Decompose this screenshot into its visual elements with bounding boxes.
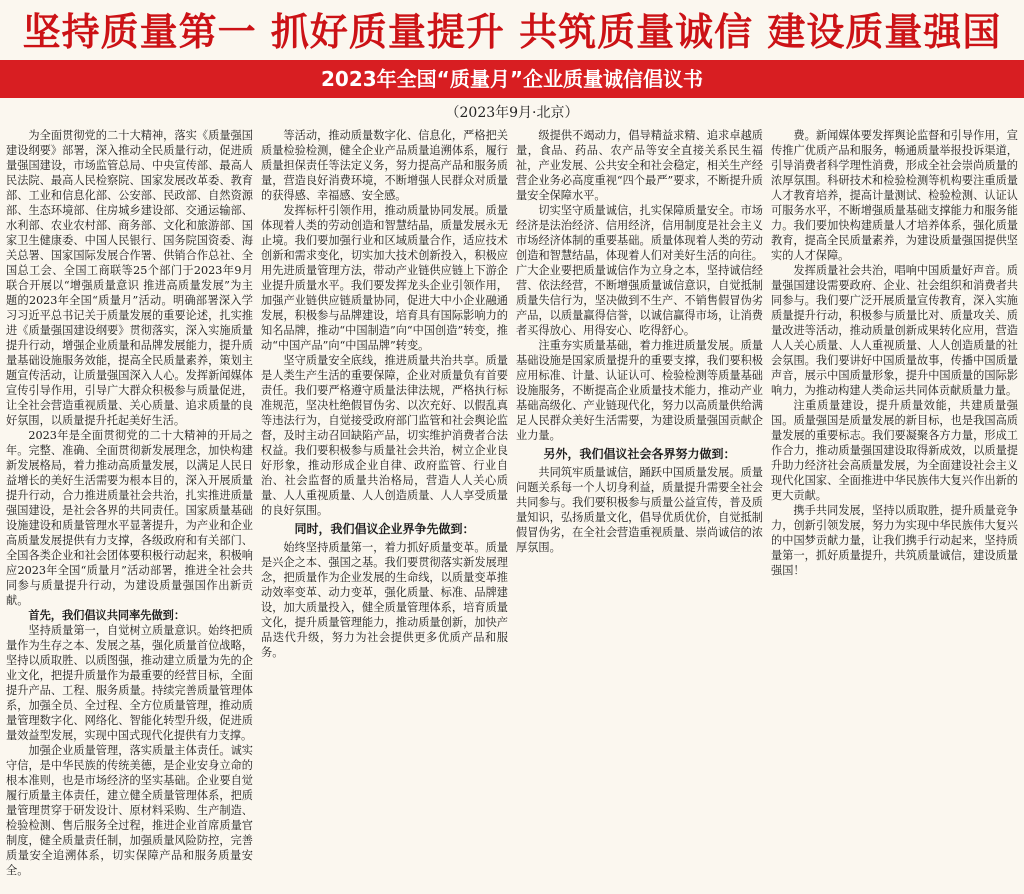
paragraph: 发挥标杆引领作用，推动质量协同发展。质量体现着人类的劳动创造和智慧结晶，质量发展永无止境。我们要加强行业和区域质量合作，适应技术创新和需求变化，切实加大技术创新投入，积极应用先进质量管理方法，带动产业链供应链上下游企业提升质量水平。我们要发挥龙头企业引领作用，加强产业链供应链质量协同，促进大中小企业融通发展，积极参与品牌建设，培育具有国际影响力的知名品牌，推动“中国制造”向“中国创造”转变，推动“中国产品”向“中国品牌”转变。 <box>261 204 508 352</box>
section-lead: 首先，我们倡议共同率先做到： <box>28 608 186 622</box>
section-heading: 另外，我们倡议社会各界努力做到： <box>543 447 736 461</box>
article-column-1 <box>6 128 253 888</box>
paragraph: 切实坚守质量诚信，扎实保障质量安全。市场经济是法治经济、信用经济，信用制度是社会主义市场经济体制的重要基础。质量体现着人类的劳动创造和智慧结晶，体现着人们对美好生活的向往。广大企业要把质量诚信作为立身之本，坚持诚信经营、依法经营，不断增强质量诚信意识，自觉抵制质量失信行为，坚决做到不生产、不销售假冒伪劣产品，以质量赢得信誉，以诚信赢得市场，让消费者买得放心、用得安心、吃得舒心。 <box>516 204 763 337</box>
paragraph: 等活动，推动质量数字化、信息化，严格把关质量检验检测，健全企业产品质量追溯体系，履行质量担保责任等法定义务，努力提高产品和服务质量，营造良好消费环境，不断增强人民群众对质量的获得感、幸福感、安全感。 <box>261 129 508 202</box>
paragraph: 携手共同发展，坚持以质取胜，提升质量竞争力，创新引领发展，努力为实现中华民族伟大复兴的中国梦贡献力量，让我们携手行动起来，坚持质量第一，抓好质量提升，共筑质量诚信，建设质量强国！ <box>771 504 1018 577</box>
article-column-2 <box>261 128 508 888</box>
article-column-3 <box>516 128 763 888</box>
paragraph: 坚持质量第一，自觉树立质量意识。始终把质量作为生存之本、发展之基，强化质量首位战略，坚持以质取胜、以质图强，推动建立质量为先的企业文化，把提升质量作为最重要的经营目标，全面提升产品、工程、服务质量。持续完善质量管理体系，加强全员、全过程、全方位质量管理，推动质量管理数字化、网络化、智能化转型升级，促进质量效益型发展，实现中国式现代化提供有力支撑。 <box>6 624 253 742</box>
dateline: （2023年9月·北京） <box>445 105 579 121</box>
paragraph: 注重质量建设，提升质量效能，共建质量强国。质量强国是质量发展的新目标，也是我国高质量发展的重要标志。我们要凝聚各方力量，形成工作合力，推动质量强国建设取得新成效，以质量提升助力经济社会高质量发展，为全面建设社会主义现代化国家、全面推进中华民族伟大复兴作出新的更大贡献。 <box>771 399 1018 502</box>
paragraph: 坚守质量安全底线，推进质量共治共享。质量是人类生产生活的重要保障，企业对质量负有首要责任。我们要严格遵守质量法律法规，严格执行标准规范，坚决杜绝假冒伪劣、以次充好、以假乱真等违法行为，自觉接受政府部门监管和社会舆论监督，及时主动召回缺陷产品，切实维护消费者合法权益。我们要积极参与质量社会共治，树立企业良好形象，推动形成企业自律、政府监管、行业自治、社会监督的质量共治格局，营造人人关心质量、人人重视质量、人人创造质量、人人享受质量的良好氛围。 <box>261 354 508 517</box>
paragraph: 共同筑牢质量诚信，踊跃中国质量发展。质量问题关系每一个人切身利益，质量提升需要全社会共同参与。我们要积极参与质量公益宣传，普及质量知识，弘扬质量文化，倡导优质优价，自觉抵制假冒伪劣，在全社会营造重视质量、崇尚诚信的浓厚氛围。 <box>516 466 763 554</box>
paragraph: 级提供不竭动力，倡导精益求精、追求卓越质量，食品、药品、农产品等安全直接关系民生福祉，产业发展、公共安全和社会稳定，相关生产经营企业务必高度重视“四个最严”要求，不断提升质量安全保障水平。 <box>516 129 763 202</box>
paragraph: 费。新闻媒体要发挥舆论监督和引导作用，宣传推广优质产品和服务，畅通质量举报投诉渠道，引导消费者科学理性消费，形成全社会崇尚质量的浓厚氛围。科研技术和检验检测等机构要注重质量人才教育培养，提高计量测试、检验检测、认证认可服务水平，不断增强质量基础支撑能力和服务能力。我们要加快构建质量人才培养体系，强化质量教育，提高全民质量素养，为建设质量强国提供坚实的人才保障。 <box>771 129 1018 262</box>
article-columns <box>6 128 1018 888</box>
paragraph: 2023年是全面贯彻党的二十大精神的开局之年。完整、准确、全面贯彻新发展理念，加快构建新发展格局，着力推动高质量发展，以满足人民日益增长的美好生活需要为根本目的，深入开展质量提升行动，合力推进质量社会共治，扎实推进质量强国建设，是社会各界的共同责任。国家质量基础设施建设和质量管理水平显著提升，为产业和企业高质量发展提供有力支撑，各级政府和有关部门、全国各类企业和社会团体要积极行动起来，积极响应2023年全国“质量月”活动部署，推进全社会共同参与质量提升行动，为建设质量强国作出新贡献。 <box>6 429 253 607</box>
paragraph: 为全面贯彻党的二十大精神，落实《质量强国建设纲要》部署，深入推动全民质量行动，促进质量强国建设，市场监管总局、中央宣传部、最高人民法院、最高人民检察院、国家发展改革委、教育部、工业和信息化部、公安部、民政部、自然资源部、生态环境部、住房城乡建设部、交通运输部、水利部、农业农村部、商务部、文化和旅游部、国家卫生健康委、中国人民银行、国务院国资委、海关总署、国家国际发展合作署、供销合作总社、全国总工会、全国工商联等25个部门于2023年9月联合开展以“增强质量意识 推进高质量发展”为主题的2023年全国“质量月”活动。明确部署深入学习习近平总书记关于质量发展的重要论述，扎实推进《质量强国建设纲要》贯彻落实，深入实施质量提升行动，增强企业质量和品牌发展能力，提升质量基础设施服务效能，提高全民质量素养，策划主题宣传活动，让质量强国深入人心。发挥新闻媒体宣传引导作用，引导广大群众积极参与质量促进，让全社会营造重视质量、关心质量、追求质量的良好氛围，以质量提升托起美好生活。 <box>6 129 253 427</box>
title-banner <box>0 60 1024 98</box>
paragraph: 发挥质量社会共治，唱响中国质量好声音。质量强国建设需要政府、企业、社会组织和消费者共同参与。我们要广泛开展质量宣传教育，深入实施质量提升行动，积极参与质量比对、质量攻关、质量改进等活动，推动质量创新成果转化应用，营造人人关心质量、人人重视质量、人人创造质量的社会氛围。我们要讲好中国质量故事，传播中国质量声音，展示中国质量形象，提升中国质量的国际影响力，为推动构建人类命运共同体贡献质量力量。 <box>771 264 1018 397</box>
section-heading: 同时，我们倡议企业界争先做到： <box>294 522 475 536</box>
paragraph: 始终坚持质量第一，着力抓好质量变革。质量是兴企之本、强国之基。我们要贯彻落实新发展理念，把质量作为企业发展的生命线，以质量变革推动效率变革、动力变革，强化质量、标准、品牌建设，加大质量投入，健全质量管理体系，培育质量文化，提升质量管理能力，推动质量创新，加快产品迭代升级，努力为社会提供更多优质产品和服务。 <box>261 541 508 659</box>
article-column-4 <box>771 128 1018 888</box>
headline: 坚持质量第一 抓好质量提升 共筑质量诚信 建设质量强国 <box>22 10 1002 54</box>
paragraph: 注重夯实质量基础，着力推进质量发展。质量基础设施是国家质量提升的重要支撑，我们要积极应用标准、计量、认证认可、检验检测等质量基础设施服务，不断提高企业质量技术能力，推动产业基础高级化、产业链现代化，努力以高质量供给满足人民群众美好生活需要，为建设质量强国贡献企业力量。 <box>516 339 763 442</box>
paragraph: 加强企业质量管理，落实质量主体责任。诚实守信，是中华民族的传统美德，是企业安身立命的根本准则，也是市场经济的坚实基础。企业要自觉履行质量主体责任，建立健全质量管理体系，把质量管理贯穿于研发设计、原材料采购、生产制造、检验检测、售后服务全过程，推进企业首席质量官制度，健全质量责任制，加强质量风险防控，完善质量安全追溯体系，切实保障产品和服务质量安全。 <box>6 744 253 877</box>
banner-title: 2023年全国“质量月”企业质量诚信倡议书 <box>321 67 703 91</box>
